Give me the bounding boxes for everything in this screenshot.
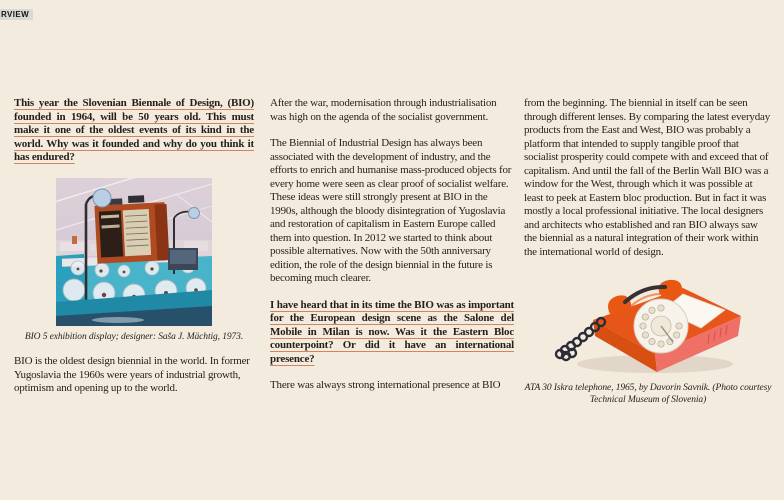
- iskra-telephone-photo-caption: [524, 383, 772, 406]
- paragraph: After the war, modernisation through industrialisation was high on the agenda of the socialist government.: [270, 97, 497, 123]
- paragraph: There was always strong international presence at BIO: [270, 379, 501, 391]
- article-column-2: [270, 97, 514, 406]
- article-column-1: [14, 97, 254, 409]
- interview-question-1: This year the Slovenian Biennale of Design, (BIO) founded in 1964, will be 50 years old. This must make it one of the oldest events of its kind in the world. Why was it founded and why do you think it has endured?: [14, 97, 254, 163]
- bio5-exhibition-photo-graphic: [56, 178, 212, 326]
- bio5-exhibition-photo: [56, 178, 212, 326]
- iskra-telephone-photo-graphic: [543, 272, 753, 377]
- interview-question-2: I have heard that in its time the BIO was as important for the European design scene as the Salone del Mobile in Milan is now. Was it the Eastern Bloc counterpoint? Or did it have an international presence?: [270, 298, 514, 365]
- page-corner-label: RVIEW: [0, 9, 33, 20]
- iskra-telephone-photo: [543, 272, 753, 377]
- caption-line-1: ATA 30 Iskra telephone, 1965, by Davorin Savnik. (Photo courtesy: [524, 383, 772, 393]
- bio5-photo-caption: BIO 5 exhibition display; designer: Saša J. Mächtig, 1973.: [24, 331, 244, 342]
- article-column-3: [524, 97, 772, 418]
- paragraph: The Biennial of Industrial Design has always been associated with the development of industry, and the efforts to enrich and humanise mass-produced objects for every home were seen as clear proof of socialist welfare. These ideas were still strongly present at BIO in the 1990s, although the bloody disintegration of Yugoslavia and restoration of capitalism in Eastern Europe called them into question. In 2012 we started to think about possible alternatives. Now with the 50th anniversary edition, the role of the design biennial in the future is becoming much clearer.: [270, 137, 512, 284]
- paragraph: BIO is the oldest design biennial in the world. In former Yugoslavia the 1960s were years of industrial growth, optimism and opening up to the world.: [14, 355, 250, 394]
- caption-line-2: Technical Museum of Slovenia): [589, 394, 707, 405]
- paragraph: from the beginning. The biennial in itself can be seen through different lenses. By comparing the latest everyday products from the East and West, BIO was probably a platform that intended to supply tangible proof that socialist prosperity could compete with and exceed that of capitalism. And until the fall of the Berlin Wall BIO was a window for the West, through which it was possible at least to peek at Eastern bloc production. But in fact it was mostly a local professional initiative. The local designers and architects who established and ran BIO always saw the biennial as a natural integration of their work within the international world of design.: [524, 97, 771, 258]
